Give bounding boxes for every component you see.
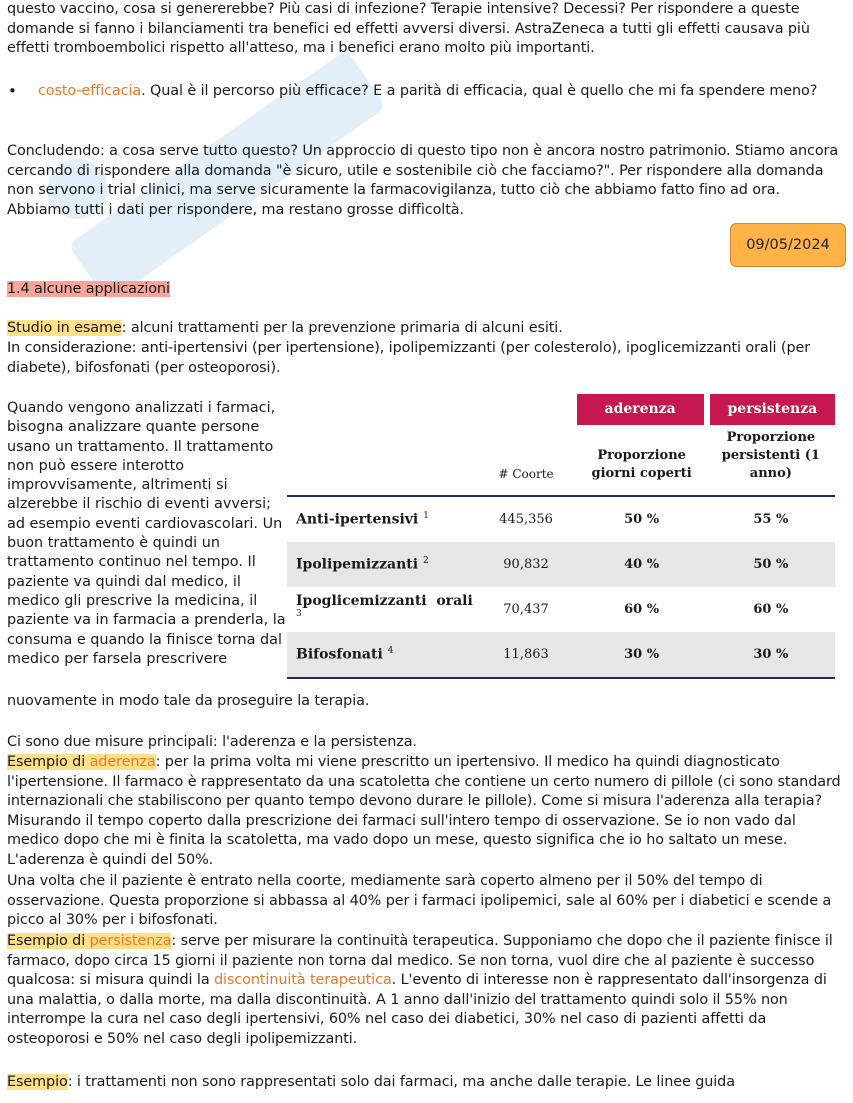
discontinuita-term: discontinuità terapeutica [214,972,392,988]
row-coorte: 445,356 [476,496,577,542]
study-text: : alcuni trattamenti per la prevenzione primaria di alcuni esiti. [121,320,563,336]
section-title-text: 1.4 alcune applicazioni [7,281,170,297]
example-label: Esempio di aderenza [7,754,156,770]
row-persistenza: 30 % [707,632,835,678]
row-name: Ipolipemizzanti $^2$ [287,542,476,587]
row-aderenza: 40 % [577,542,707,587]
section-title [7,280,845,300]
table-row [287,542,835,587]
row-name: Ipoglicemizzanti orali $^3$ [296,593,473,620]
bullet-dot: • [8,82,17,100]
example-terapie: Esempio: i trattamenti non sono rappresentati solo dai farmaci, ma anche dalle terapie. Le linee guida [7,1074,735,1090]
example-label: Esempio [7,1074,68,1090]
costo-efficacia-term: costo-efficacia [38,83,142,99]
row-persistenza: 50 % [707,542,835,587]
table-row [287,587,835,632]
study-label: Studio in esame [7,320,122,336]
example-label: Esempio di persistenza [7,933,172,949]
row-aderenza: 50 % [577,496,707,542]
bullet-text: . Qual è il percorso più efficace? E a parità di efficacia, qual è quello che mi fa spendere meno? [141,83,818,99]
left-column-continuation: nuovamente in modo tale da proseguire la terapia. [7,693,370,709]
col-header-persistenza: Proporzione persistenti (1 anno) [721,430,820,481]
row-persistenza: 55 % [707,496,835,542]
bullet-costo-efficacia [38,82,838,102]
col-header-aderenza: Proporzione giorni coperti [591,448,692,481]
row-coorte: 90,832 [476,542,577,587]
row-aderenza: 60 % [624,602,660,617]
row-aderenza: 30 % [577,632,707,678]
paragraph-intro: questo vaccino, cosa si genererebbe? Più casi di infezione? Terapie intensive? Decessi? Per rispondere a queste domande si fanno i bilanciamenti tra benefici ed effetti avversi diversi. AstraZeneca a tutti gli effetti causava più effetti tromboembolici rispetto all'atteso, ma i benefici erano molto più importanti. [7,1,810,56]
col-header-coorte: # Coorte [498,467,554,481]
paragraph-conclusion: Concludendo: a cosa serve tutto questo? Un approccio di questo tipo non è ancora nostro patrimonio. Stiamo ancora cercando di rispondere alla domanda "è sicuro, utile e sostenibile ciò che facciamo?". Per rispondere alla domanda non servono i trial clinici, ma serve sicuramente la farmacovigilanza, tutto ciò che abbiamo fatto fino ad ora. Abbiamo tutti i dati per rispondere, ma restano grosse difficoltà. [7,143,839,218]
row-name: Bifosfonati $^4$ [287,632,476,678]
example-persistenza: Esempio di persistenza: serve per misurare la continuità terapeutica. Supponiamo che dopo che il paziente finisce il farmaco, dopo circa 15 giorni il paziente non torna dal medico. Se non torna, vuol dire che al paziente è successo qualcosa: si misura quindi la discontinuità terapeutica. L'evento di interesse non è rappresentato dall'insorgenza di una malattia, o dalla morte, ma dalla discontinuità. A 1 anno dall'inizio del trattamento quindi solo il 55% non interrompe la cura nel caso degli ipertensivi, 60% nel caso dei diabetici, 30% nel caso di pazienti affetti da osteoporosi e 50% nel caso degli ipolipemizzanti. [7,933,833,1047]
row-name: Anti-ipertensivi $^1$ [287,496,476,542]
two-measures: Ci sono due misure principali: l'aderenza e la persistenza. [7,734,417,750]
left-column-text: Quando vengono analizzati i farmaci, bisogna analizzare quante persone usano un trattamento. Il trattamento non può essere interotto improvvisamente, altrimenti si alzerebbe il rischio di eventi avversi; ad esempio eventi cardiovascolari. Un buon trattamento è quindi un trattamento continuo nel tempo. Il paziente va quindi dal medico, il medico gli prescrive la medicina, il paziente va in farmacia a prenderla, la consuma e quando la finisce torna dal medico per farsela prescrivere [7,400,286,667]
row-coorte: 70,437 [503,602,549,617]
cohort-paragraph: Una volta che il paziente è entrato nella coorte, mediamente sarà coperto almeno per il 50% del tempo di osservazione. Questa proporzione si abbassa al 40% per i farmaci ipolipemici, sale al 60% per i diabetici e scende a picco al 30% per i bifosfonati. [7,873,832,928]
table-row [287,632,835,678]
table-row [287,496,835,542]
row-coorte: 11,863 [476,632,577,678]
adherence-table [287,393,835,679]
example-aderenza: Esempio di aderenza: per la prima volta mi viene prescritto un ipertensivo. Il medico ha quindi diagnosticato l'ipertensione. Il farmaco è rappresentato da una scatoletta che contiene un certo numero di pillole (ci sono standard internazionali che stabiliscono per quanto tempo devono durare le pillole). Come si misura l'aderenza alla terapia? Misurando il tempo coperto dalla prescrizione dei farmaci sull'intero tempo di osservazione. Se io non vado dal medico dopo che mi è finita la scatoletta, ma vado dopo un mese, questo significa che io ho saltato un mese. L'aderenza è quindi del 50%. [7,754,841,868]
pill-aderenza: aderenza [577,394,704,425]
row-persistenza: 60 % [753,602,789,617]
date-badge: 09/05/2024 [730,223,846,267]
consideration-paragraph: In considerazione: anti-ipertensivi (per ipertensione), ipolipemizzanti (per colesterolo), ipoglicemizzanti orali (per diabete), bifosfonati (per osteoporosi). [7,340,811,376]
pill-persistenza: persistenza [710,394,835,425]
study-paragraph [7,319,845,339]
